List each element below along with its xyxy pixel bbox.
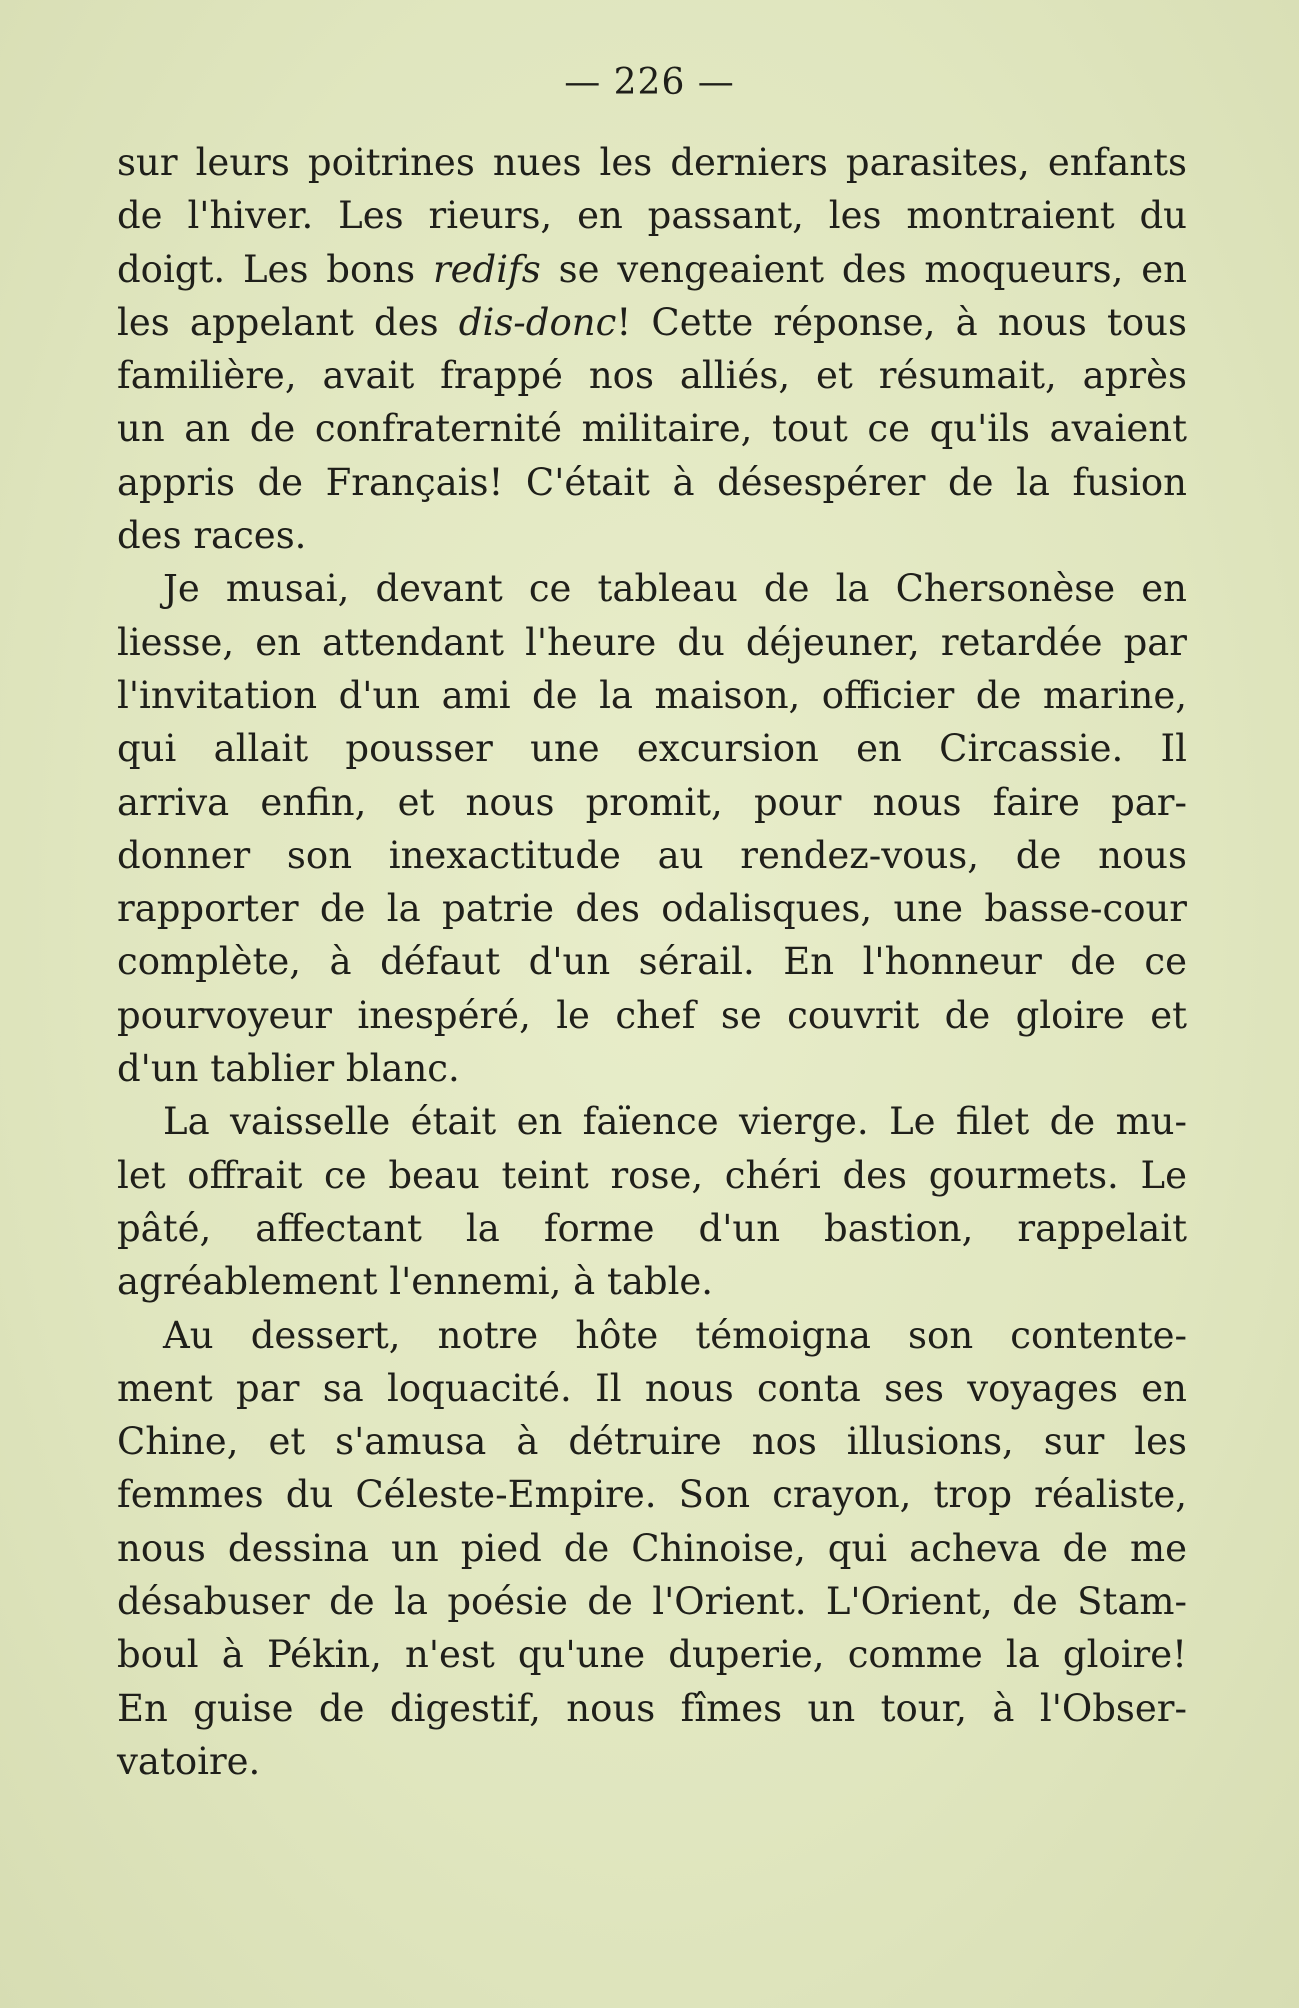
text-line: des races.	[117, 514, 307, 558]
text-line: d'un tablier blanc.	[117, 1047, 460, 1091]
text-line: rapporter de la patrie des odalisques, une basse-cour	[117, 887, 1187, 931]
body-text	[117, 136, 1187, 1788]
text-line: nous dessina un pied de Chinoise, qui acheva de me	[117, 1526, 1187, 1570]
text-line: un an de confraternité militaire, tout ce qu'ils avaient	[117, 407, 1187, 451]
text-line: l'invitation d'un ami de la maison, officier de marine,	[117, 673, 1187, 717]
text-line: liesse, en attendant l'heure du déjeuner, retardée par	[117, 620, 1187, 664]
text-line: En guise de digestif, nous fîmes un tour, à l'Obser-	[117, 1686, 1187, 1730]
page-number: — 226 —	[564, 62, 735, 103]
text-line: donner son inexactitude au rendez-vous, de nous	[117, 833, 1187, 877]
text-line: agréablement l'ennemi, à table.	[117, 1260, 714, 1304]
text-line: pourvoyeur inespéré, le chef se couvrit de gloire et	[117, 993, 1187, 1037]
text-line: complète, à défaut d'un sérail. En l'honneur de ce	[117, 940, 1187, 984]
text-line: vatoire.	[117, 1739, 261, 1783]
text-line: familière, avait frappé nos alliés, et résumait, après	[117, 354, 1187, 398]
text-line: arriva enfin, et nous promit, pour nous faire par-	[117, 780, 1187, 824]
text-line: doigt. Les bons redifs se vengeaient des moqueurs, en	[117, 247, 1187, 291]
text-line: let offrait ce beau teint rose, chéri des gourmets. Le	[117, 1153, 1187, 1197]
text-line: appris de Français! C'était à désespérer de la fusion	[117, 460, 1187, 504]
text-line: qui allait pousser une excursion en Circassie. Il	[117, 727, 1187, 771]
paragraph-start-line: Je musai, devant ce tableau de la Chersonèse en	[163, 567, 1187, 611]
text-line: Chine, et s'amusa à détruire nos illusions, sur les	[117, 1420, 1187, 1464]
text-line: désabuser de la poésie de l'Orient. L'Orient, de Stam-	[117, 1580, 1187, 1624]
paragraph-start-line: Au dessert, notre hôte témoigna son contente-	[163, 1313, 1187, 1357]
text-line: boul à Pékin, n'est qu'une duperie, comme la gloire!	[117, 1633, 1187, 1677]
text-line: de l'hiver. Les rieurs, en passant, les montraient du	[117, 194, 1187, 238]
paragraph-start-line: La vaisselle était en faïence vierge. Le filet de mu-	[163, 1100, 1187, 1144]
text-line: ment par sa loquacité. Il nous conta ses voyages en	[117, 1366, 1187, 1410]
text-line: sur leurs poitrines nues les derniers parasites, enfants	[117, 141, 1187, 184]
text-line: les appelant des dis-donc! Cette réponse, à nous tous	[117, 300, 1187, 344]
text-line: pâté, affectant la forme d'un bastion, rappelait	[117, 1206, 1187, 1250]
text-line: femmes du Céleste-Empire. Son crayon, trop réaliste,	[117, 1473, 1187, 1517]
italic-word: dis-donc	[458, 300, 617, 344]
italic-word: redifs	[432, 247, 541, 291]
